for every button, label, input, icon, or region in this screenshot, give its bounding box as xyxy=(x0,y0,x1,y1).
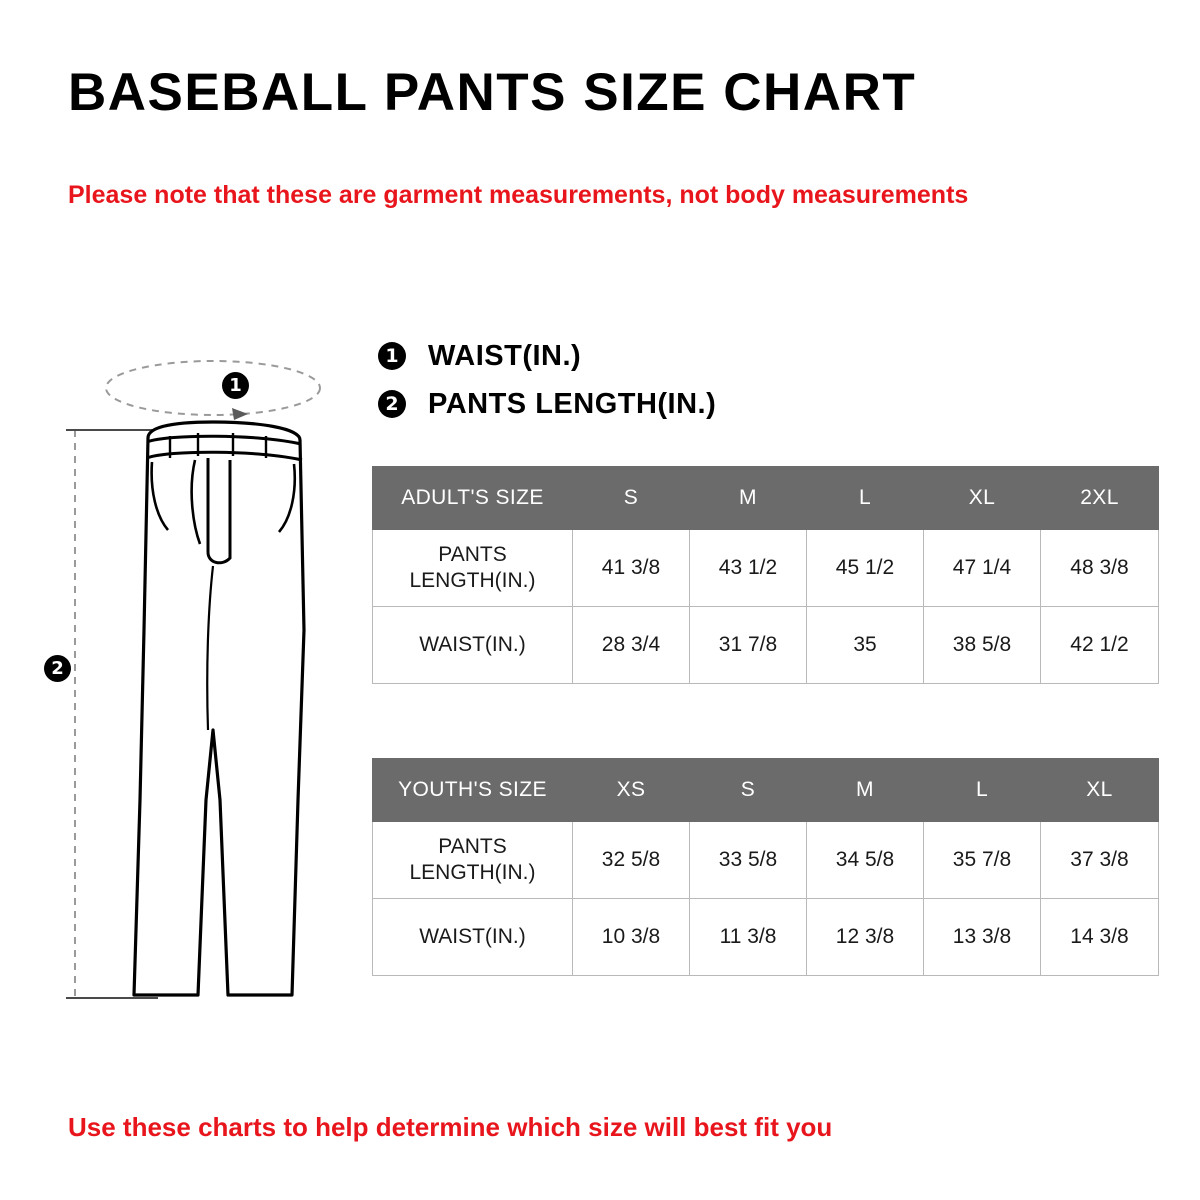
diagram-marker-length xyxy=(44,655,71,682)
youth-col-s: S xyxy=(690,759,807,822)
adult-row-label-waist: WAIST(IN.) xyxy=(373,607,573,684)
youth-waist-l: 13 3/8 xyxy=(924,899,1041,976)
badge-one-icon: 1 xyxy=(222,372,249,399)
youth-col-m: M xyxy=(807,759,924,822)
badge-two-icon: 2 xyxy=(378,390,406,418)
youth-col-l: L xyxy=(924,759,1041,822)
table-row xyxy=(373,822,1159,899)
legend-item-waist xyxy=(378,332,716,380)
youth-waist-s: 11 3/8 xyxy=(690,899,807,976)
youth-size-table xyxy=(372,758,1159,976)
table-row xyxy=(373,899,1159,976)
youth-col-xs: XS xyxy=(573,759,690,822)
adult-size-header: ADULT'S SIZE xyxy=(373,467,573,530)
adult-length-s: 41 3/8 xyxy=(573,530,690,607)
youth-length-m: 34 5/8 xyxy=(807,822,924,899)
adult-length-xl: 47 1/4 xyxy=(924,530,1041,607)
table-header-row xyxy=(373,467,1159,530)
adult-col-s: S xyxy=(573,467,690,530)
adult-length-2xl: 48 3/8 xyxy=(1041,530,1159,607)
legend-item-length xyxy=(378,380,716,428)
youth-length-l: 35 7/8 xyxy=(924,822,1041,899)
legend xyxy=(378,332,716,428)
adult-length-l: 45 1/2 xyxy=(807,530,924,607)
page-title: BASEBALL PANTS SIZE CHART xyxy=(68,63,917,122)
garment-measurement-note: Please note that these are garment measurements, not body measurements xyxy=(68,181,969,209)
adult-waist-2xl: 42 1/2 xyxy=(1041,607,1159,684)
adult-row-label-length: PANTS LENGTH(IN.) xyxy=(373,530,573,607)
adult-col-xl: XL xyxy=(924,467,1041,530)
youth-row-label-waist: WAIST(IN.) xyxy=(373,899,573,976)
pants-outline-icon xyxy=(48,330,378,1020)
adult-col-l: L xyxy=(807,467,924,530)
footer-note: Use these charts to help determine which size will best fit you xyxy=(68,1112,833,1142)
adult-waist-m: 31 7/8 xyxy=(690,607,807,684)
pants-diagram xyxy=(48,330,378,1020)
adult-waist-l: 35 xyxy=(807,607,924,684)
adult-length-m: 43 1/2 xyxy=(690,530,807,607)
youth-size-header: YOUTH'S SIZE xyxy=(373,759,573,822)
youth-waist-xs: 10 3/8 xyxy=(573,899,690,976)
youth-length-xl: 37 3/8 xyxy=(1041,822,1159,899)
adult-col-2xl: 2XL xyxy=(1041,467,1159,530)
legend-label-waist: WAIST(IN.) xyxy=(428,339,582,372)
badge-one-icon: 1 xyxy=(378,342,406,370)
youth-length-xs: 32 5/8 xyxy=(573,822,690,899)
table-row xyxy=(373,607,1159,684)
adult-waist-s: 28 3/4 xyxy=(573,607,690,684)
adult-size-table xyxy=(372,466,1159,684)
table-row xyxy=(373,530,1159,607)
youth-waist-m: 12 3/8 xyxy=(807,899,924,976)
adult-col-m: M xyxy=(690,467,807,530)
youth-waist-xl: 14 3/8 xyxy=(1041,899,1159,976)
adult-waist-xl: 38 5/8 xyxy=(924,607,1041,684)
diagram-marker-waist xyxy=(222,372,249,399)
youth-row-label-length: PANTS LENGTH(IN.) xyxy=(373,822,573,899)
table-header-row xyxy=(373,759,1159,822)
youth-length-s: 33 5/8 xyxy=(690,822,807,899)
badge-two-icon: 2 xyxy=(44,655,71,682)
youth-col-xl: XL xyxy=(1041,759,1159,822)
legend-label-length: PANTS LENGTH(IN.) xyxy=(428,387,717,420)
